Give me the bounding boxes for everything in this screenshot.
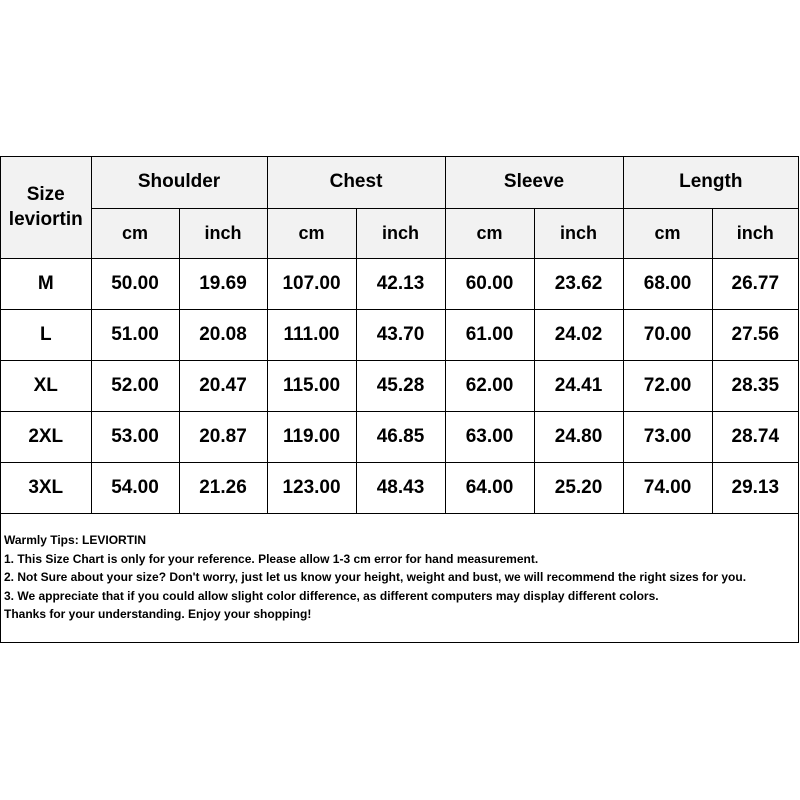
measurement-cell: 43.70 [356,309,445,360]
tip-line: 2. Not Sure about your size? Don't worry, just let us know your height, weight and bust, we will recommend the right sizes for you. [4,570,747,584]
tips-closing: Thanks for your understanding. Enjoy your shopping! [4,607,312,621]
tip-line: 1. This Size Chart is only for your reference. Please allow 1-3 cm error for hand measurement. [4,551,539,566]
size-column-header [1,157,91,258]
measurement-cell: 45.28 [356,360,445,411]
measurement-cell: 24.02 [534,309,623,360]
sleeve-header: Sleeve [445,157,623,208]
measurement-cell: 25.20 [534,462,623,513]
unit-header: inch [534,208,623,258]
size-table [1,157,798,514]
measurement-cell: 111.00 [267,309,356,360]
size-cell: 3XL [1,462,91,513]
measurement-cell: 64.00 [445,462,534,513]
measurement-cell: 48.43 [356,462,445,513]
measurement-cell: 123.00 [267,462,356,513]
unit-header: cm [267,208,356,258]
measurement-cell: 24.80 [534,411,623,462]
measurement-cell: 20.47 [179,360,267,411]
unit-header: cm [445,208,534,258]
measurement-cell: 20.87 [179,411,267,462]
measurement-cell: 68.00 [623,258,712,309]
size-cell: M [1,258,91,309]
measurement-cell: 60.00 [445,258,534,309]
chest-header: Chest [267,157,445,208]
length-header: Length [623,157,798,208]
measurement-cell: 50.00 [91,258,179,309]
measurement-cell: 26.77 [712,258,798,309]
measurement-cell: 51.00 [91,309,179,360]
measurement-cell: 24.41 [534,360,623,411]
unit-header: inch [712,208,798,258]
measurement-cell: 70.00 [623,309,712,360]
measurement-cell: 28.35 [712,360,798,411]
measurement-cell: 54.00 [91,462,179,513]
measurement-cell: 115.00 [267,360,356,411]
size-rows [1,258,798,513]
size-chart [0,156,799,643]
unit-header: inch [179,208,267,258]
size-header-line2: leviortin [8,209,83,231]
unit-header: inch [356,208,445,258]
measurement-cell: 73.00 [623,411,712,462]
unit-header: cm [623,208,712,258]
measurement-cell: 62.00 [445,360,534,411]
measurement-cell: 63.00 [445,411,534,462]
header-row [1,157,798,208]
table-row [1,360,798,411]
measurement-cell: 72.00 [623,360,712,411]
measurement-cell: 61.00 [445,309,534,360]
measurement-cell: 107.00 [267,258,356,309]
measurement-cell: 42.13 [356,258,445,309]
size-cell: L [1,309,91,360]
measurement-cell: 74.00 [623,462,712,513]
shoulder-header: Shoulder [91,157,267,208]
measurement-cell: 27.56 [712,309,798,360]
table-row [1,411,798,462]
measurement-cell: 28.74 [712,411,798,462]
tips-section [4,531,796,624]
measurement-cell: 52.00 [91,360,179,411]
measurement-cell: 46.85 [356,411,445,462]
table-row [1,258,798,309]
size-cell: XL [1,360,91,411]
measurement-cell: 29.13 [712,462,798,513]
measurement-cell: 19.69 [179,258,267,309]
measurement-cell: 53.00 [91,411,179,462]
unit-header: cm [91,208,179,258]
size-cell: 2XL [1,411,91,462]
measurement-cell: 21.26 [179,462,267,513]
tip-line: 3. We appreciate that if you could allow slight color difference, as different computers may display different colors. [4,588,659,603]
measurement-cell: 23.62 [534,258,623,309]
unit-row [1,208,798,258]
table-row [1,462,798,513]
table-row [1,309,798,360]
tips-title: Warmly Tips: LEVIORTIN [4,533,147,547]
measurement-cell: 119.00 [267,411,356,462]
measurement-cell: 20.08 [179,309,267,360]
size-header-line1: Size [26,184,65,206]
